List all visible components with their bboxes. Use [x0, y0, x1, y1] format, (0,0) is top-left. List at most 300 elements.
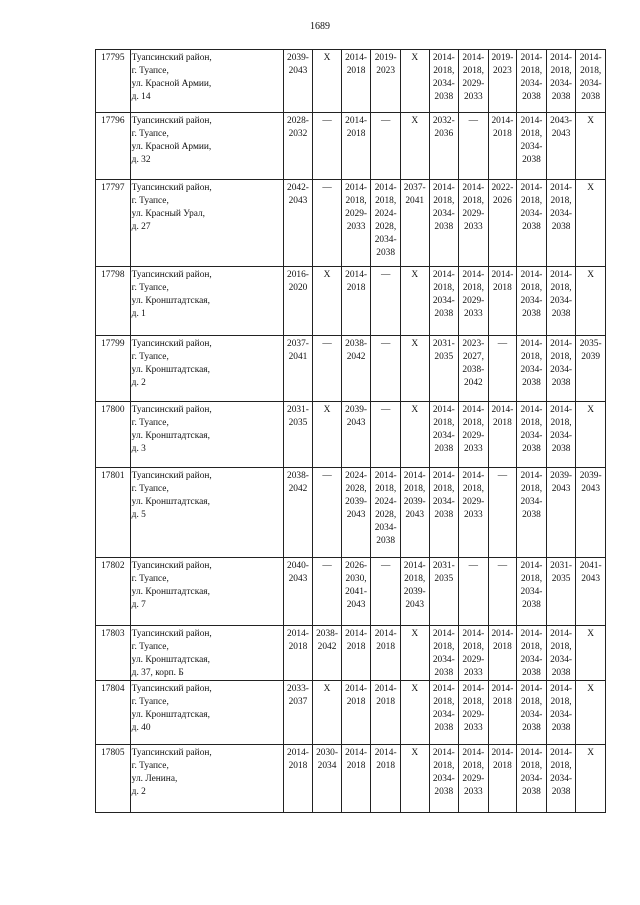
record-number: 17798 — [96, 267, 131, 336]
period-line: 2014- — [374, 748, 397, 758]
period-line: 2014- — [550, 629, 572, 639]
period-line: 2018, — [550, 761, 572, 771]
period-cell — [400, 626, 429, 681]
period-line: 2014- — [374, 471, 397, 481]
period-line: 2014- — [520, 471, 543, 481]
period-line: X — [587, 684, 595, 694]
address-line: д. 40 — [131, 723, 151, 733]
period-line: 2014- — [462, 405, 485, 415]
record-number: 17804 — [96, 681, 131, 745]
period-line: 2014- — [491, 629, 514, 639]
period-line: 2042- — [287, 183, 309, 193]
period-cell — [341, 336, 371, 402]
period-cell — [313, 113, 342, 180]
period-line: 2014- — [491, 270, 514, 280]
period-line: 2041- — [345, 587, 368, 597]
period-cell — [488, 745, 517, 813]
period-cell — [400, 468, 429, 558]
period-line: 2020 — [288, 283, 308, 293]
period-line: 2014- — [403, 561, 426, 571]
address-line: Туапсинский район, — [131, 629, 212, 639]
period-cell — [283, 336, 313, 402]
period-line: X — [323, 405, 331, 415]
period-cell — [371, 336, 401, 402]
period-line: 2018, — [345, 196, 367, 206]
period-line: 2014- — [520, 53, 543, 63]
period-cell — [546, 681, 576, 745]
address-line: Туапсинский район, — [131, 270, 212, 280]
period-cell — [546, 50, 576, 113]
period-cell — [313, 267, 342, 336]
period-line: 2029- — [462, 655, 485, 665]
period-line: 2035 — [434, 352, 454, 362]
period-line: 2033 — [463, 309, 483, 319]
table-row — [96, 626, 606, 681]
address-line: Туапсинский район, — [131, 561, 212, 571]
address-line: Туапсинский район, — [131, 684, 212, 694]
period-line: 2038 — [551, 222, 571, 232]
period-line: 2018, — [433, 196, 455, 206]
period-line: 2043 — [405, 510, 425, 520]
table-row — [96, 468, 606, 558]
period-line: 2034- — [520, 142, 543, 152]
period-cell — [517, 180, 547, 267]
period-line: 2033 — [463, 668, 483, 678]
period-line: 2039- — [403, 497, 426, 507]
period-cell — [313, 626, 342, 681]
period-line: 2018, — [520, 283, 543, 293]
period-cell — [488, 113, 517, 180]
period-line: 2033 — [463, 723, 483, 733]
period-line: 2014- — [550, 53, 572, 63]
period-cell — [429, 267, 459, 336]
period-line: 2041- — [579, 561, 602, 571]
period-line: — — [468, 116, 479, 126]
period-line: 2018 — [346, 642, 366, 652]
period-line: 2029- — [345, 209, 368, 219]
period-cell — [283, 267, 313, 336]
period-line: 2042 — [317, 642, 337, 652]
period-cell — [283, 113, 313, 180]
period-line: 2034- — [550, 79, 572, 89]
period-line: 2029- — [462, 710, 485, 720]
period-cell — [341, 468, 371, 558]
period-cell — [283, 468, 313, 558]
period-cell — [546, 558, 576, 626]
period-cell — [488, 180, 517, 267]
period-cell — [517, 113, 547, 180]
address-line: ул. Красной Армии, — [131, 79, 212, 89]
period-line: 2038 — [522, 309, 541, 319]
period-line: 2014- — [550, 405, 572, 415]
period-line: 2014- — [462, 684, 485, 694]
period-line: 2014- — [550, 183, 572, 193]
period-line: 2018 — [346, 283, 366, 293]
period-cell — [546, 745, 576, 813]
period-cell — [341, 745, 371, 813]
period-cell — [341, 180, 371, 267]
period-cell — [313, 402, 342, 468]
period-line: 2038 — [522, 668, 541, 678]
period-line: 2014- — [520, 270, 543, 280]
period-line: 2034- — [520, 710, 543, 720]
address-line: г. Туапсе, — [131, 283, 169, 293]
page-number: 1689 — [310, 21, 330, 32]
period-line: 2014- — [579, 53, 602, 63]
period-line: 2018, — [462, 196, 484, 206]
period-line: X — [587, 183, 595, 193]
period-line: 2018, — [550, 196, 572, 206]
address-line: д. 5 — [131, 510, 146, 520]
period-cell — [517, 745, 547, 813]
period-line: — — [322, 561, 332, 571]
period-line: 2038 — [376, 248, 396, 258]
period-cell — [371, 180, 401, 267]
period-line: 2033 — [346, 222, 366, 232]
period-line: 2014- — [462, 471, 485, 481]
address-cell — [130, 267, 283, 336]
period-line: X — [587, 270, 595, 280]
period-cell — [459, 180, 489, 267]
period-cell — [459, 558, 489, 626]
address-line: Туапсинский район, — [131, 405, 212, 415]
period-cell — [459, 468, 489, 558]
period-line: 2029- — [462, 431, 485, 441]
address-line: д. 27 — [131, 222, 151, 232]
period-cell — [576, 745, 606, 813]
period-cell — [517, 558, 547, 626]
period-line: 2034- — [520, 431, 543, 441]
address-cell — [130, 336, 283, 402]
period-line: 2014- — [520, 748, 543, 758]
period-line: 2033- — [287, 684, 309, 694]
period-line: 2018, — [375, 196, 397, 206]
period-line: 2014- — [403, 471, 426, 481]
record-number: 17805 — [96, 745, 131, 813]
period-line: X — [411, 116, 419, 126]
period-cell — [429, 468, 459, 558]
period-cell — [371, 745, 401, 813]
period-line: 2039 — [581, 352, 601, 362]
period-line: 2038 — [551, 92, 571, 102]
period-line: 2038 — [522, 155, 541, 165]
period-line: 2018, — [520, 574, 543, 584]
address-line: ул. Ленина, — [131, 774, 178, 784]
period-line: 2035- — [579, 339, 602, 349]
table-row — [96, 267, 606, 336]
address-cell — [130, 468, 283, 558]
period-line: 2018, — [404, 574, 426, 584]
period-line: 2038 — [434, 222, 454, 232]
period-line: 2034 — [317, 761, 337, 771]
period-line: 2033 — [463, 92, 483, 102]
period-line: 2038 — [434, 723, 454, 733]
period-line: 2018, — [550, 697, 572, 707]
period-cell — [313, 50, 342, 113]
period-line: 2043 — [288, 66, 308, 76]
period-cell — [371, 681, 401, 745]
period-cell — [546, 402, 576, 468]
address-line: г. Туапсе, — [131, 129, 169, 139]
period-line: 2042 — [288, 484, 308, 494]
period-cell — [341, 267, 371, 336]
period-line: 2037- — [287, 339, 309, 349]
period-line: 2014- — [432, 748, 455, 758]
period-line: 2038 — [434, 668, 454, 678]
period-line: 2038 — [551, 444, 571, 454]
period-line: 2018, — [462, 66, 484, 76]
period-cell — [459, 626, 489, 681]
period-line: 2018, — [550, 418, 572, 428]
period-line: 2038 — [551, 787, 571, 797]
period-line: 2014- — [432, 405, 455, 415]
period-line: 2024- — [374, 209, 397, 219]
period-cell — [429, 681, 459, 745]
period-line: 2014- — [550, 270, 572, 280]
address-line: Туапсинский район, — [131, 183, 212, 193]
period-line: 2031- — [287, 405, 309, 415]
period-cell — [283, 50, 313, 113]
period-line: 2014- — [462, 53, 485, 63]
period-cell — [459, 402, 489, 468]
period-line: 2014- — [345, 116, 368, 126]
period-line: 2014- — [345, 629, 368, 639]
period-line: 2023- — [462, 339, 485, 349]
period-cell — [429, 626, 459, 681]
period-line: 2014- — [462, 183, 485, 193]
period-cell — [341, 626, 371, 681]
period-line: 2018, — [462, 761, 484, 771]
period-line: 2034- — [550, 365, 572, 375]
period-line: 2014- — [432, 270, 455, 280]
period-line: 2034- — [520, 209, 543, 219]
period-cell — [313, 745, 342, 813]
table-row — [96, 558, 606, 626]
period-line: 2018 — [493, 283, 512, 293]
address-line: д. 1 — [131, 309, 146, 319]
period-line: X — [587, 748, 595, 758]
period-cell — [459, 681, 489, 745]
period-line: 2029- — [462, 497, 485, 507]
period-line: 2018 — [346, 697, 366, 707]
period-line: 2014- — [345, 183, 368, 193]
address-cell — [130, 113, 283, 180]
address-line: д. 2 — [131, 787, 146, 797]
period-line: 2018, — [550, 642, 572, 652]
address-line: Туапсинский район, — [131, 339, 212, 349]
period-line: 2014- — [491, 748, 514, 758]
period-line: 2034- — [550, 710, 572, 720]
period-line: 2014- — [520, 405, 543, 415]
period-line: 2018, — [520, 642, 543, 652]
address-cell — [130, 626, 283, 681]
period-line: — — [497, 561, 508, 571]
period-line: 2034- — [432, 655, 455, 665]
address-line: г. Туапсе, — [131, 352, 169, 362]
address-line: г. Туапсе, — [131, 574, 169, 584]
table-row — [96, 180, 606, 267]
period-line: 2018 — [346, 761, 366, 771]
period-line: X — [411, 405, 419, 415]
period-line: 2039- — [345, 497, 368, 507]
period-line: 2014- — [491, 405, 514, 415]
period-line: 2043 — [551, 484, 571, 494]
period-cell — [341, 50, 371, 113]
period-line: 2018, — [404, 484, 426, 494]
period-cell — [488, 468, 517, 558]
address-line: ул. Кронштадтская, — [131, 497, 210, 507]
period-cell — [313, 180, 342, 267]
period-line: 2043 — [346, 418, 366, 428]
period-line: 2038 — [522, 92, 541, 102]
period-line: 2028- — [287, 116, 309, 126]
period-cell — [576, 180, 606, 267]
period-line: — — [380, 405, 391, 415]
period-cell — [546, 336, 576, 402]
address-line: ул. Красной Армии, — [131, 142, 212, 152]
period-line: 2026 — [493, 196, 512, 206]
period-line: 2038 — [434, 510, 454, 520]
period-cell — [488, 558, 517, 626]
period-cell — [546, 113, 576, 180]
period-cell — [517, 402, 547, 468]
period-cell — [313, 336, 342, 402]
period-line: 2034- — [432, 710, 455, 720]
period-line: 2029- — [462, 774, 485, 784]
period-line: — — [322, 339, 332, 349]
period-line: 2018 — [376, 642, 396, 652]
period-cell — [371, 267, 401, 336]
period-line: — — [497, 471, 508, 481]
period-cell — [341, 402, 371, 468]
period-line: 2029- — [462, 296, 485, 306]
period-line: 2018, — [520, 352, 543, 362]
period-line: 2014- — [462, 748, 485, 758]
period-cell — [576, 336, 606, 402]
period-line: 2034- — [550, 774, 572, 784]
period-line: 2038 — [434, 444, 454, 454]
period-cell — [400, 50, 429, 113]
period-line: 2018, — [433, 484, 455, 494]
period-line: 2034- — [432, 79, 455, 89]
period-cell — [517, 267, 547, 336]
period-line: 2024- — [345, 471, 368, 481]
period-cell — [313, 681, 342, 745]
period-line: 2036 — [434, 129, 454, 139]
period-line: — — [380, 339, 391, 349]
period-line: 2027, — [462, 352, 484, 362]
period-line: 2014- — [550, 339, 572, 349]
period-line: 2038 — [522, 378, 541, 388]
period-line: 2022- — [491, 183, 514, 193]
period-line: 2014- — [287, 629, 309, 639]
period-line: 2034- — [579, 79, 602, 89]
period-cell — [488, 267, 517, 336]
period-line: 2043 — [346, 600, 366, 610]
period-line: 2039- — [403, 587, 426, 597]
period-line: 2026- — [345, 561, 368, 571]
address-line: Туапсинский район, — [131, 471, 212, 481]
period-line: 2018, — [375, 484, 397, 494]
period-line: 2028, — [375, 222, 397, 232]
table-row — [96, 50, 606, 113]
period-line: 2014- — [345, 748, 368, 758]
period-line: 2034- — [550, 655, 572, 665]
period-line: 2038 — [551, 378, 571, 388]
period-line: 2041 — [405, 196, 425, 206]
period-line: 2034- — [550, 296, 572, 306]
period-line: 2014- — [550, 684, 572, 694]
address-line: ул. Кронштадтская, — [131, 296, 210, 306]
period-line: 2014- — [432, 684, 455, 694]
address-line: г. Туапсе, — [131, 418, 169, 428]
period-line: — — [380, 116, 391, 126]
period-line: 2014- — [432, 183, 455, 193]
address-line: г. Туапсе, — [131, 761, 169, 771]
period-line: X — [411, 270, 419, 280]
period-line: — — [322, 116, 332, 126]
address-line: д. 7 — [131, 600, 146, 610]
period-cell — [283, 402, 313, 468]
period-line: 2040- — [287, 561, 309, 571]
period-cell — [400, 745, 429, 813]
period-cell — [488, 336, 517, 402]
period-line: 2018 — [493, 418, 512, 428]
period-cell — [517, 681, 547, 745]
period-line: 2014- — [520, 116, 543, 126]
period-cell — [576, 267, 606, 336]
period-cell — [576, 558, 606, 626]
period-line: 2038 — [551, 668, 571, 678]
record-number: 17799 — [96, 336, 131, 402]
period-line: 2014- — [491, 116, 514, 126]
period-line: 2014- — [432, 629, 455, 639]
address-line: д. 37, корп. Б — [131, 668, 184, 678]
period-cell — [517, 626, 547, 681]
period-line: 2018, — [520, 66, 543, 76]
period-line: 2018 — [493, 642, 512, 652]
period-line: 2014- — [345, 53, 368, 63]
period-line: 2024- — [374, 497, 397, 507]
period-line: X — [587, 629, 595, 639]
period-line: 2043 — [581, 484, 601, 494]
period-line: 2018 — [288, 642, 308, 652]
period-line: X — [323, 53, 331, 63]
period-cell — [488, 681, 517, 745]
period-line: 2023 — [376, 66, 396, 76]
period-line: — — [380, 270, 391, 280]
address-cell — [130, 402, 283, 468]
table-row — [96, 113, 606, 180]
period-line: 2014- — [432, 471, 455, 481]
period-line: 2018, — [550, 66, 572, 76]
period-line: 2039- — [287, 53, 309, 63]
period-cell — [283, 180, 313, 267]
period-line: 2018, — [462, 484, 484, 494]
period-cell — [576, 468, 606, 558]
period-cell — [400, 336, 429, 402]
period-line: 2034- — [520, 365, 543, 375]
period-line: 2014- — [491, 684, 514, 694]
period-line: 2038 — [434, 787, 454, 797]
period-line: 2014- — [345, 684, 368, 694]
period-cell — [429, 180, 459, 267]
period-line: 2018 — [346, 66, 366, 76]
address-line: ул. Кронштадтская, — [131, 587, 210, 597]
address-line: г. Туапсе, — [131, 642, 169, 652]
table-body — [96, 50, 606, 813]
period-line: 2039- — [550, 471, 572, 481]
